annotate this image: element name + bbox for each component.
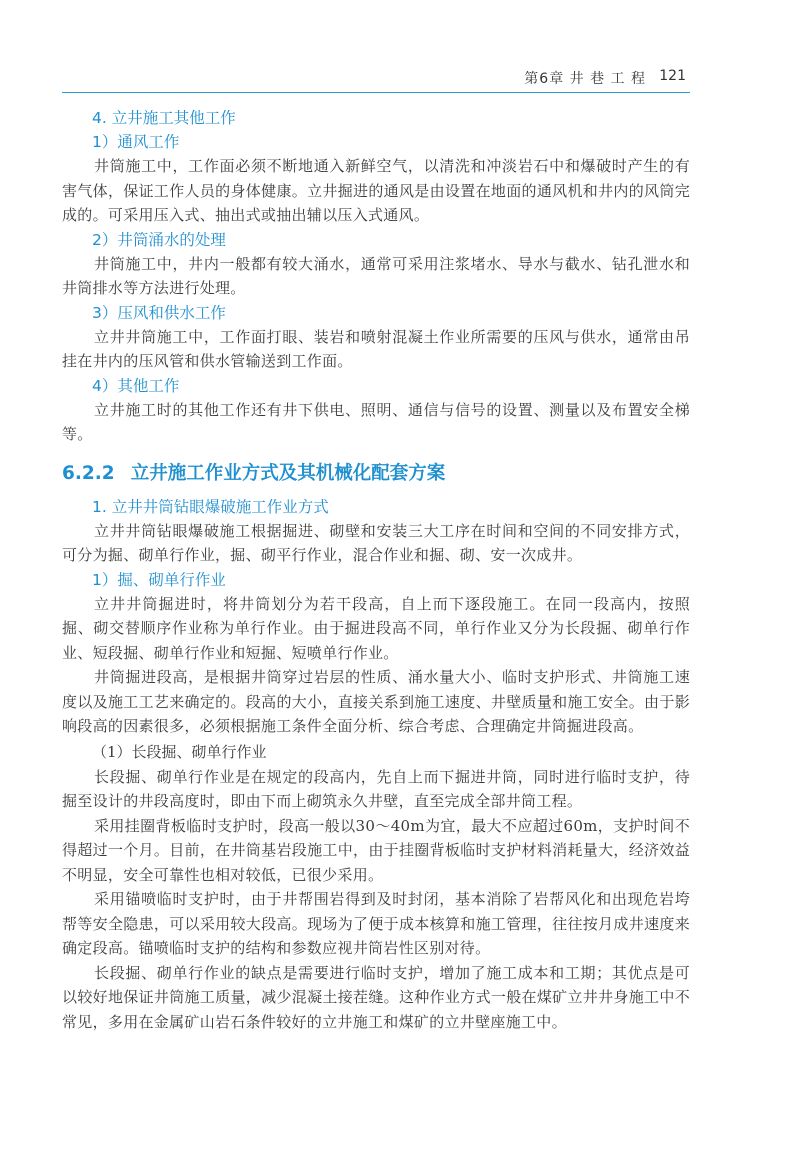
section-heading xyxy=(62,459,690,489)
section-number: 6.2.2 xyxy=(62,462,115,484)
paragraph: 采用锚喷临时支护时，由于井帮围岩得到及时封闭，基本消除了岩帮风化和出现危岩垮帮等安全隐患，可以采用较大段高。现场为了便于成本核算和施工管理，往往按月成井速度来确定段高。锚喷临时支护的结构和参数应视井筒岩性区别对待。 xyxy=(62,890,690,957)
running-header xyxy=(62,66,690,93)
numbered-subheading: （1）长段掘、砌单行作业 xyxy=(92,742,267,761)
item-heading: 1）通风工作 xyxy=(92,133,180,151)
paragraph: 立井井筒施工中，工作面打眼、装岩和喷射混凝土作业所需要的压风与供水，通常由吊挂在井内的压风管和供水管输送到工作面。 xyxy=(62,327,690,370)
paragraph: 井筒掘进段高，是根据井筒穿过岩层的性质、涌水量大小、临时支护形式、井筒施工速度以及施工工艺来确定的。段高的大小，直接关系到施工速度、井壁质量和施工安全。由于影响段高的因素很多，必须根据施工条件全面分析、综合考虑、合理确定井筒掘进段高。 xyxy=(62,668,690,735)
page-number: 121 xyxy=(659,68,686,84)
paragraph: 长段掘、砌单行作业是在规定的段高内，先自上而下掘进井筒，同时进行临时支护，待掘至设计的井段高度时，即由下而上砌筑永久井壁，直至完成全部井筒工程。 xyxy=(62,767,690,810)
item-heading: 4）其他工作 xyxy=(92,376,180,395)
paragraph: 立井施工时的其他工作还有井下供电、照明、通信与信号的设置、测量以及布置安全梯等。 xyxy=(62,400,690,443)
paragraph: 采用挂圈背板临时支护时，段高一般以30～40m为宜，最大不应超过60m，支护时间不得超过一个月。目前，在井筒基岩段施工中，由于挂圈背板临时支护材料消耗量大，经济效益不明显，安全可靠性也相对较低，已很少采用。 xyxy=(62,816,690,884)
subsection-heading: 1. 立井井筒钻眼爆破施工作业方式 xyxy=(92,497,329,516)
paragraph: 井筒施工中，工作面必须不断地通入新鲜空气，以清洗和冲淡岩石中和爆破时产生的有害气体，保证工作人员的身体健康。立井掘进的通风是由设置在地面的通风机和井内的风筒完成的。可采用压入式、抽出式或抽出辅以压入式通风。 xyxy=(62,157,690,224)
paragraph: 井筒施工中，井内一般都有较大涌水，通常可采用注浆堵水、导水与截水、钻孔泄水和井筒排水等方法进行处理。 xyxy=(62,254,690,297)
page-body xyxy=(62,104,690,1034)
paragraph: 立井井筒钻眼爆破施工根据掘进、砌壁和安装三大工序在时间和空间的不同安排方式，可分为掘、砌单行作业，掘、砌平行作业，混合作业和掘、砌、安一次成井。 xyxy=(62,521,690,564)
subsection-heading: 4. 立井施工其他工作 xyxy=(92,109,236,127)
chapter-title: 第6章 井 巷 工 程 xyxy=(524,71,646,87)
item-heading: 1）掘、砌单行作业 xyxy=(92,570,226,589)
item-heading: 2）井筒涌水的处理 xyxy=(92,230,226,249)
item-heading: 3）压风和供水工作 xyxy=(92,303,226,322)
paragraph: 立井井筒掘进时，将井筒划分为若干段高，自上而下逐段施工。在同一段高内，按照掘、砌交替顺序作业称为单行作业。由于掘进段高不同，单行作业又分为长段掘、砌单行作业、短段掘、砌单行作业和短掘、短喷单行作业。 xyxy=(62,594,690,662)
paragraph: 长段掘、砌单行作业的缺点是需要进行临时支护，增加了施工成本和工期；其优点是可以较好地保证井筒施工质量，减少混凝土接茬缝。这种作业方式一般在煤矿立井井身施工中不常见，多用在金属矿山岩石条件较好的立井施工和煤矿的立井壁座施工中。 xyxy=(62,963,690,1031)
section-title: 立井施工作业方式及其机械化配套方案 xyxy=(130,462,446,484)
